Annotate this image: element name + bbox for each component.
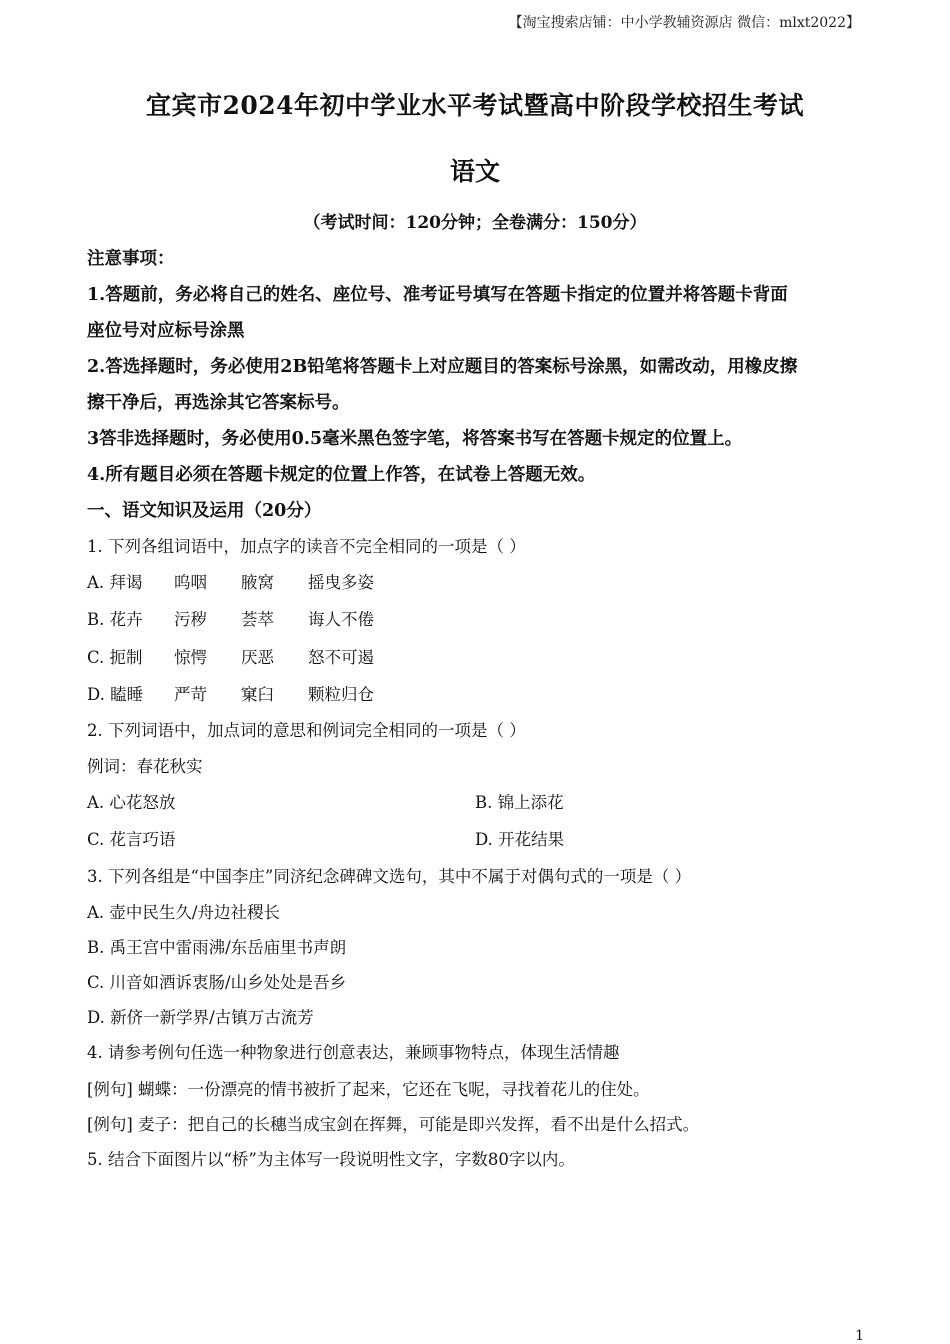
option-word: 诲人不倦 xyxy=(308,610,374,629)
option-word: D. 瞌睡 xyxy=(87,685,144,704)
question-1-stem: 1. 下列各组词语中，加点字的读音不完全相同的一项是（ ） xyxy=(87,537,526,556)
question-4-example: [例句] 麦子：把自己的长穗当成宝剑在挥舞，可能是即兴发挥，看不出是什么招式。 xyxy=(87,1115,700,1134)
option-word: 颗粒归仓 xyxy=(308,685,374,704)
notice-item: 擦干净后，再选涂其它答案标号。 xyxy=(87,393,350,413)
question-3-stem: 3. 下列各组是“中国李庄”同济纪念碑碑文选句，其中不属于对偶句式的一项是（ ） xyxy=(87,867,692,886)
option-word: 怒不可遏 xyxy=(308,648,374,667)
option-word: 呜咽 xyxy=(174,573,207,592)
option-word: 摇曳多姿 xyxy=(308,573,374,592)
option-word: B. 花卉 xyxy=(87,610,143,629)
notice-item: 3答非选择题时，务必使用0.5毫米黑色签字笔，将答案书写在答题卡规定的位置上。 xyxy=(87,429,743,449)
header-note: 【淘宝搜索店铺：中小学教辅资源店 微信：mlxt2022】 xyxy=(508,15,860,31)
question-3-option: B. 禹王宫中雷雨沸/东岳庙里书声朗 xyxy=(87,938,347,957)
notice-item: 座位号对应标号涂黑 xyxy=(87,321,245,341)
notice-item: 4.所有题目必须在答题卡规定的位置上作答，在试卷上答题无效。 xyxy=(87,465,596,485)
option-word: D. 开花结果 xyxy=(475,830,565,849)
notice-item: 2.答选择题时，务必使用2B铅笔将答题卡上对应题目的答案标号涂黑，如需改动，用橡皮擦 xyxy=(87,357,798,377)
notice-item: 1.答题前，务必将自己的姓名、座位号、准考证号填写在答题卡指定的位置并将答题卡背面 xyxy=(87,285,788,305)
question-2-stem: 2. 下列词语中，加点词的意思和例词完全相同的一项是（ ） xyxy=(87,721,526,740)
option-word: 腋窝 xyxy=(241,573,274,592)
question-3-option: C. 川音如酒诉衷肠/山乡处处是吾乡 xyxy=(87,973,347,992)
notice-heading: 注意事项： xyxy=(87,249,175,269)
option-word: B. 锦上添花 xyxy=(475,793,564,812)
subject-title: 语文 xyxy=(449,157,500,186)
question-4-stem: 4. 请参考例句任选一种物象进行创意表达，兼顾事物特点，体现生活情趣 xyxy=(87,1043,620,1062)
option-word: 厌恶 xyxy=(241,648,274,667)
section-heading: 一、语文知识及运用（20分） xyxy=(87,501,322,521)
question-5-stem: 5. 结合下面图片以“桥”为主体写一段说明性文字，字数80字以内。 xyxy=(87,1150,575,1169)
option-word: C. 花言巧语 xyxy=(87,830,176,849)
option-word: A. 拜谒 xyxy=(87,573,143,592)
option-word: 惊愕 xyxy=(174,648,207,667)
exam-title: 宜宾市2024年初中学业水平考试暨高中阶段学校招生考试 xyxy=(145,91,805,120)
question-4-example: [例句] 蝴蝶：一份漂亮的情书被折了起来，它还在飞呢，寻找着花儿的住处。 xyxy=(87,1080,650,1099)
option-word: 污秽 xyxy=(174,610,207,629)
question-3-option: A. 壶中民生久/舟边社稷长 xyxy=(87,903,280,922)
page-number: 1 xyxy=(855,1328,864,1344)
option-word: 荟萃 xyxy=(241,610,274,629)
option-word: 严苛 xyxy=(174,685,207,704)
option-word: A. 心花怒放 xyxy=(87,793,176,812)
option-word: 窠臼 xyxy=(241,685,274,704)
question-3-option: D. 新侪一新学界/古镇万古流芳 xyxy=(87,1008,314,1027)
question-2-example: 例词：春花秋实 xyxy=(87,757,203,776)
option-word: C. 扼制 xyxy=(87,648,143,667)
exam-info: （考试时间：120分钟；全卷满分：150分） xyxy=(303,213,647,233)
